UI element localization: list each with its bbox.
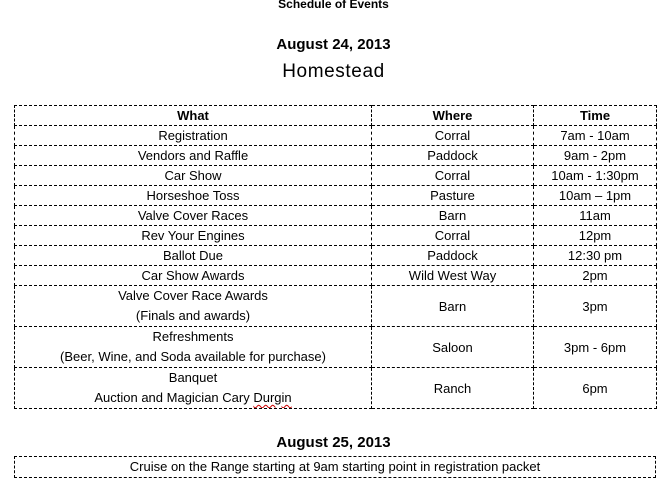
event-what-line: Rev Your Engines: [141, 228, 245, 243]
event-where: Paddock: [372, 146, 534, 166]
table-row: [15, 286, 657, 327]
event-where: Pasture: [372, 186, 534, 206]
event-what-subline: Auction and Magician Cary Durgin: [94, 390, 292, 405]
event-what: [15, 226, 372, 246]
event-what-line: Vendors and Raffle: [137, 148, 249, 163]
document-title: Schedule of Events: [278, 0, 389, 11]
event-where: Ranch: [372, 368, 534, 409]
event-time: 11am: [534, 206, 657, 226]
event-time: 3pm: [534, 286, 657, 327]
table-row: [15, 246, 657, 266]
event-what-line: Valve Cover Races: [137, 208, 249, 223]
event-what: [15, 126, 372, 146]
event-what-line: Car Show Awards: [141, 268, 245, 283]
event-what-subline: (Beer, Wine, and Soda available for purchase): [60, 349, 326, 364]
event-what-subline: (Finals and awards): [135, 308, 251, 323]
column-header-where: Where: [372, 106, 534, 126]
day1-date-heading: August 24, 2013: [276, 36, 391, 53]
table-row: [15, 186, 657, 206]
event-what: [15, 327, 372, 368]
table-row: [15, 126, 657, 146]
column-header-time: Time: [534, 106, 657, 126]
event-what: [15, 266, 372, 286]
event-what-line: Registration: [158, 128, 228, 143]
event-what: [15, 146, 372, 166]
table-row: [15, 266, 657, 286]
day2-date-heading: August 25, 2013: [276, 434, 391, 451]
table-row: [15, 146, 657, 166]
day2-event-text: Cruise on the Range starting at 9am starting point in registration packet: [129, 459, 541, 474]
table-row: [15, 206, 657, 226]
event-time: 2pm: [534, 266, 657, 286]
event-time: 10am - 1:30pm: [534, 166, 657, 186]
event-time: 6pm: [534, 368, 657, 409]
event-what-line: Banquet: [168, 370, 218, 385]
schedule-table: [14, 105, 657, 409]
event-where: Wild West Way: [372, 266, 534, 286]
event-where: Barn: [372, 286, 534, 327]
event-what: [15, 166, 372, 186]
event-what-line: Car Show: [164, 168, 222, 183]
table-row: [15, 327, 657, 368]
schedule-header-row: [15, 106, 657, 126]
event-what-line: Refreshments: [152, 329, 234, 344]
day2-event-box: [14, 456, 656, 478]
event-what: [15, 246, 372, 266]
table-row: [15, 166, 657, 186]
event-where: Paddock: [372, 246, 534, 266]
event-time: 9am - 2pm: [534, 146, 657, 166]
spellcheck-underline: Durgin: [253, 390, 292, 405]
table-row: [15, 368, 657, 409]
event-what: [15, 286, 372, 327]
event-where: Barn: [372, 206, 534, 226]
event-what-line: Horseshoe Toss: [146, 188, 240, 203]
event-where: Corral: [372, 126, 534, 146]
event-what: [15, 368, 372, 409]
event-time: 12pm: [534, 226, 657, 246]
event-where: Corral: [372, 226, 534, 246]
event-time: 12:30 pm: [534, 246, 657, 266]
event-where: Corral: [372, 166, 534, 186]
event-time: 10am – 1pm: [534, 186, 657, 206]
event-what: [15, 186, 372, 206]
day1-location-heading: Homestead: [282, 61, 385, 82]
column-header-what: What: [15, 106, 372, 126]
event-where: Saloon: [372, 327, 534, 368]
event-time: 7am - 10am: [534, 126, 657, 146]
event-what: [15, 206, 372, 226]
event-what-line: Ballot Due: [163, 248, 223, 263]
event-time: 3pm - 6pm: [534, 327, 657, 368]
table-row: [15, 226, 657, 246]
event-what-line: Valve Cover Race Awards: [118, 288, 268, 303]
